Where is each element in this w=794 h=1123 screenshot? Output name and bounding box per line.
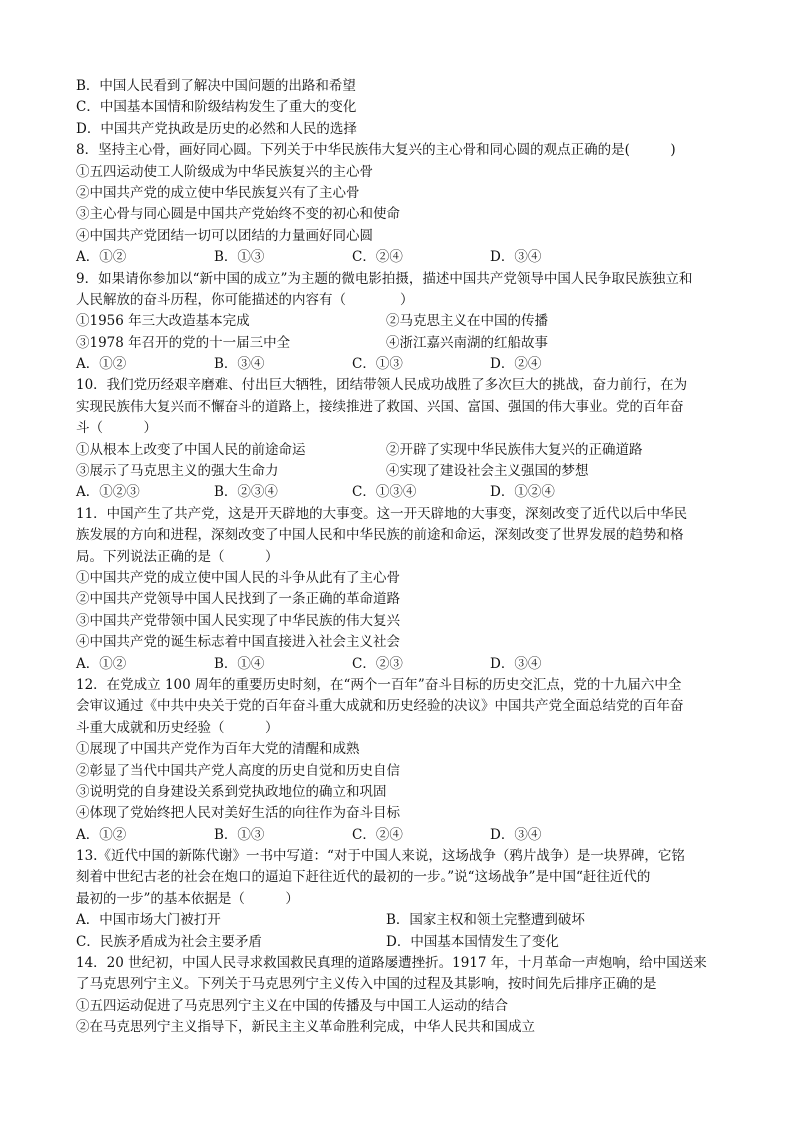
options-row: [76, 311, 716, 332]
text-line: 10．我们党历经艰辛磨难、付出巨大牺牲，团结带领人民成功战胜了多次巨大的挑战，奋力前行，在为: [76, 377, 688, 394]
text-line: 了马克思列宁主义。下列关于马克思列宁主义传入中国的过程及其影响，按时间先后排序正确的是: [76, 976, 657, 993]
text-line: ②彰显了当代中国共产党人高度的历史自觉和历史自信: [76, 762, 400, 779]
option-text: ③展示了马克思主义的强大生命力: [76, 463, 279, 480]
option-text: ③1978 年召开的党的十一届三中全: [76, 334, 291, 351]
option-text: B．国家主权和领土完整遭到破坏: [386, 912, 585, 929]
option-text: A．①②: [76, 356, 127, 373]
text-line: D．中国共产党执政是历史的必然和人民的选择: [76, 120, 357, 137]
option-text: C．②③: [352, 655, 403, 672]
option-text: B．③④: [214, 356, 265, 373]
text-line: 刻着中世纪古老的社会在炮口的逼迫下赶往近代的最初的一步。”说“这场战争”是中国“赶往近代的: [76, 869, 651, 886]
text-line: 族发展的方向和进程，深刻改变了中国人民和中华民族的前途和命运，深刻改变了世界发展的趋势和格: [76, 527, 684, 544]
options-row: [76, 482, 716, 503]
text-line: 14．20 世纪初，中国人民寻求救国救民真理的道路屡遭挫折。1917 年，十月革命一声炮响，给中国送来: [76, 955, 707, 972]
options-row: [76, 825, 716, 846]
option-text: C．②④: [352, 826, 403, 843]
options-row: [76, 910, 716, 931]
text-line: ①五四运动使工人阶级成为中华民族复兴的主心骨: [76, 163, 373, 180]
options-row: [76, 440, 716, 461]
options-row: [76, 461, 716, 482]
option-text: C．①③④: [352, 484, 417, 501]
options-row: [76, 333, 716, 354]
text-line: 最初的一步”的基本依据是（ ）: [76, 890, 299, 907]
option-text: C．民族矛盾成为社会主要矛盾: [76, 933, 262, 950]
text-line: 12．在党成立 100 周年的重要历史时刻，在“两个一百年”奋斗目标的历史交汇点，党的十九届六中全: [76, 676, 682, 693]
option-text: B．②③④: [214, 484, 278, 501]
options-row: [76, 247, 716, 268]
text-line: 11．中国产生了共产党，这是开天辟地的大事变。这一开天辟地的大事变，深刻改变了近代以后中华民: [76, 505, 688, 522]
option-text: ②马克思主义在中国的传播: [386, 313, 548, 330]
option-text: B．①④: [214, 655, 265, 672]
option-text: C．②④: [352, 249, 403, 266]
option-text: A．中国市场大门被打开: [76, 912, 221, 929]
text-line: ①五四运动促进了马克思列宁主义在中国的传播及与中国工人运动的结合: [76, 997, 508, 1014]
option-text: A．①②: [76, 249, 127, 266]
option-text: D．③④: [490, 826, 542, 843]
option-text: D．②④: [490, 356, 542, 373]
option-text: ①从根本上改变了中国人民的前途命运: [76, 441, 306, 458]
text-line: ①展现了中国共产党作为百年大党的清醒和成熟: [76, 741, 360, 758]
option-text: ②开辟了实现中华民族伟大复兴的正确道路: [386, 441, 643, 458]
option-text: ①1956 年三大改造基本完成: [76, 313, 250, 330]
text-line: 9．如果请你参加以“新中国的成立”为主题的微电影拍摄，描述中国共产党领导中国人民争取民族独立和: [76, 270, 693, 287]
option-text: D．③④: [490, 249, 542, 266]
option-text: C．①③: [352, 356, 403, 373]
text-line: 局。下列说法正确的是（ ）: [76, 548, 279, 565]
text-line: ④中国共产党团结一切可以团结的力量画好同心圆: [76, 227, 373, 244]
text-line: ④中国共产党的诞生标志着中国直接进入社会主义社会: [76, 634, 400, 651]
text-line: ④体现了党始终把人民对美好生活的向往作为奋斗目标: [76, 805, 400, 822]
text-line: 斗重大成就和历史经验（ ）: [76, 719, 279, 736]
options-row: [76, 354, 716, 375]
option-text: D．③④: [490, 655, 542, 672]
option-text: ④浙江嘉兴南湖的红船故事: [386, 334, 548, 351]
text-line: ③说明党的自身建设关系到党执政地位的确立和巩固: [76, 783, 387, 800]
text-line: 8．坚持主心骨，画好同心圆。下列关于中华民族伟大复兴的主心骨和同心圆的观点正确的是( ): [76, 142, 676, 159]
options-row: [76, 932, 716, 953]
text-line: 斗（ ）: [76, 420, 157, 437]
option-text: D．中国基本国情发生了变化: [386, 933, 559, 950]
options-row: [76, 654, 716, 675]
text-line: ①中国共产党的成立使中国人民的斗争从此有了主心骨: [76, 569, 400, 586]
text-line: ③主心骨与同心圆是中国共产党始终不变的初心和使命: [76, 206, 400, 223]
option-text: ④实现了建设社会主义强国的梦想: [386, 463, 589, 480]
text-line: B．中国人民看到了解决中国问题的出路和希望: [76, 78, 356, 94]
text-line: 13.《近代中国的新陈代谢》一书中写道：“对于中国人来说，这场战争（鸦片战争）是一块界碑，它铭: [76, 848, 685, 865]
text-line: 会审议通过《中共中央关于党的百年奋斗重大成就和历史经验的决议》中国共产党全面总结党的百年奋: [76, 698, 684, 715]
text-line: 人民解放的奋斗历程，你可能描述的内容有（ ）: [76, 291, 414, 308]
option-text: A．①②: [76, 826, 127, 843]
text-line: ②中国共产党领导中国人民找到了一条正确的革命道路: [76, 591, 400, 608]
text-line: 实现民族伟大复兴而不懈奋斗的道路上，接续推进了救国、兴国、富国、强国的伟大事业。党的百年奋: [76, 398, 684, 415]
option-text: B．①③: [214, 826, 265, 843]
text-line: C．中国基本国情和阶级结构发生了重大的变化: [76, 99, 357, 116]
text-line: ②中国共产党的成立使中华民族复兴有了主心骨: [76, 184, 360, 201]
option-text: A．①②: [76, 655, 127, 672]
exam-page: [76, 76, 716, 1039]
option-text: D．①②④: [490, 484, 555, 501]
text-line: ②在马克思列宁主义指导下，新民主主义革命胜利完成，中华人民共和国成立: [76, 1019, 535, 1036]
option-text: A．①②③: [76, 484, 140, 501]
option-text: B．①③: [214, 249, 265, 266]
text-line: ③中国共产党带领中国人民实现了中华民族的伟大复兴: [76, 612, 400, 629]
